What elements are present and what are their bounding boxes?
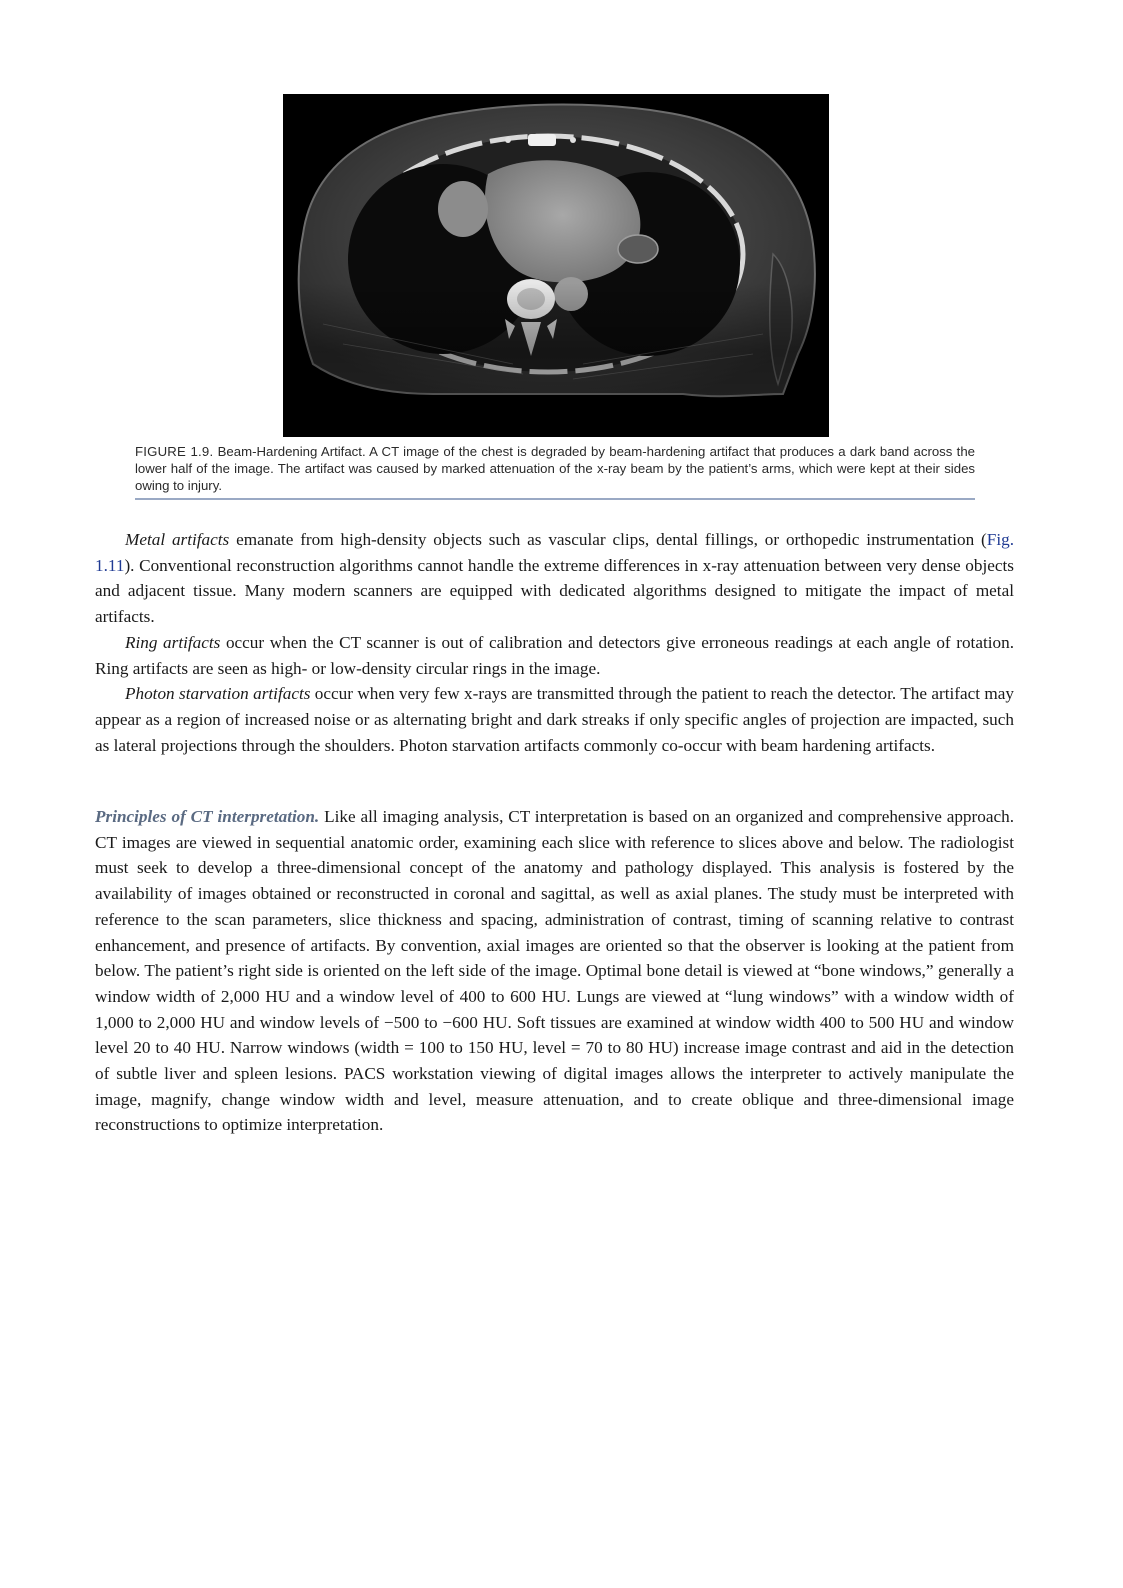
principles-section	[95, 804, 1014, 1138]
section-heading: Principles of CT interpretation.	[95, 807, 320, 826]
ct-chest-image	[283, 94, 829, 437]
term-photon-starvation: Photon starvation artifacts	[125, 684, 311, 704]
paragraph-photon-starvation	[95, 681, 1014, 758]
paragraph-principles	[95, 804, 1014, 1138]
artifact-paragraphs	[95, 527, 1014, 758]
paragraph-ring-artifacts	[95, 630, 1014, 681]
figure-caption-text: Beam-Hardening Artifact. A CT image of the chest is degraded by beam-hardening artifact that produces a dark band across the lower half of the image. The artifact was caused by marked attenuation of the x-ray beam by the patient’s arms, which were kept at their sides owing to injury.	[135, 444, 975, 493]
paragraph-text: occur when very few x-rays are transmitted through the patient to reach the detector. The artifact may appear as a region of increased noise or as alternating bright and dark streaks if only specific angles of projection are impacted, such as lateral projections through the shoulders. Photon starvation artifacts commonly co-occur with beam hardening artifacts.	[95, 684, 1015, 755]
figure-caption	[135, 443, 975, 494]
paragraph-text: occur when the CT scanner is out of calibration and detectors give erroneous readings at each angle of rotation. Ring artifacts are seen as high- or low-density circular rings in the image.	[95, 632, 1014, 678]
figure-label: FIGURE 1.9.	[135, 444, 214, 459]
ct-scan-illustration	[283, 94, 829, 437]
term-metal-artifacts: Metal artifacts	[125, 530, 230, 549]
paragraph-text: Like all imaging analysis, CT interpretation is based on an organized and comprehensive approach. CT images are viewed in sequential anatomic order, examining each slice with reference to slices above and below. The radiologist must seek to develop a three-dimensional concept of the anatomy and pathology displayed. This analysis is fostered by the availability of images obtained or reconstructed in coronal and sagittal, as well as axial planes. The study must be interpreted with reference to the scan parameters, slice thickness and spacing, administration of contrast, timing of scanning relative to contrast enhancement, and presence of artifacts. By convention, axial images are oriented so that the observer is looking at the patient from below. The patient’s right side is oriented on the left side of the image. Optimal bone detail is viewed at “bone windows,” generally a window width of 2,000 HU and a window level of 400 to 600 HU. Lungs are viewed at “lung windows” with a window width of 1,000 to 2,000 HU and window levels of −500 to −600 HU. Soft tissues are examined at window width 400 to 500 HU and window level 20 to 40 HU. Narrow windows (width = 100 to 150 HU, level = 70 to 80 HU) increase image contrast and aid in the detection of subtle liver and spleen lesions. PACS workstation viewing of digital images allows the interpreter to actively manipulate the image, magnify, change window width and level, measure attenuation, and to create oblique and three-dimensional image reconstructions to optimize interpretation.	[95, 807, 1014, 1135]
term-ring-artifacts: Ring artifacts	[125, 632, 221, 652]
paragraph-text: ). Conventional reconstruction algorithms cannot handle the extreme differences in x-ray attenuation between very dense objects and adjacent tissue. Many modern scanners are equipped with dedicated algorithms designed to mitigate the impact of metal artifacts.	[95, 555, 1014, 627]
figure-link[interactable]: Fig. 1.11	[95, 530, 1014, 575]
paragraph-text: emanate from high-density objects such as vascular clips, dental fillings, or orthopedic instrumentation (	[229, 530, 987, 549]
caption-divider	[135, 498, 975, 500]
paragraph-metal-artifacts	[95, 527, 1014, 630]
